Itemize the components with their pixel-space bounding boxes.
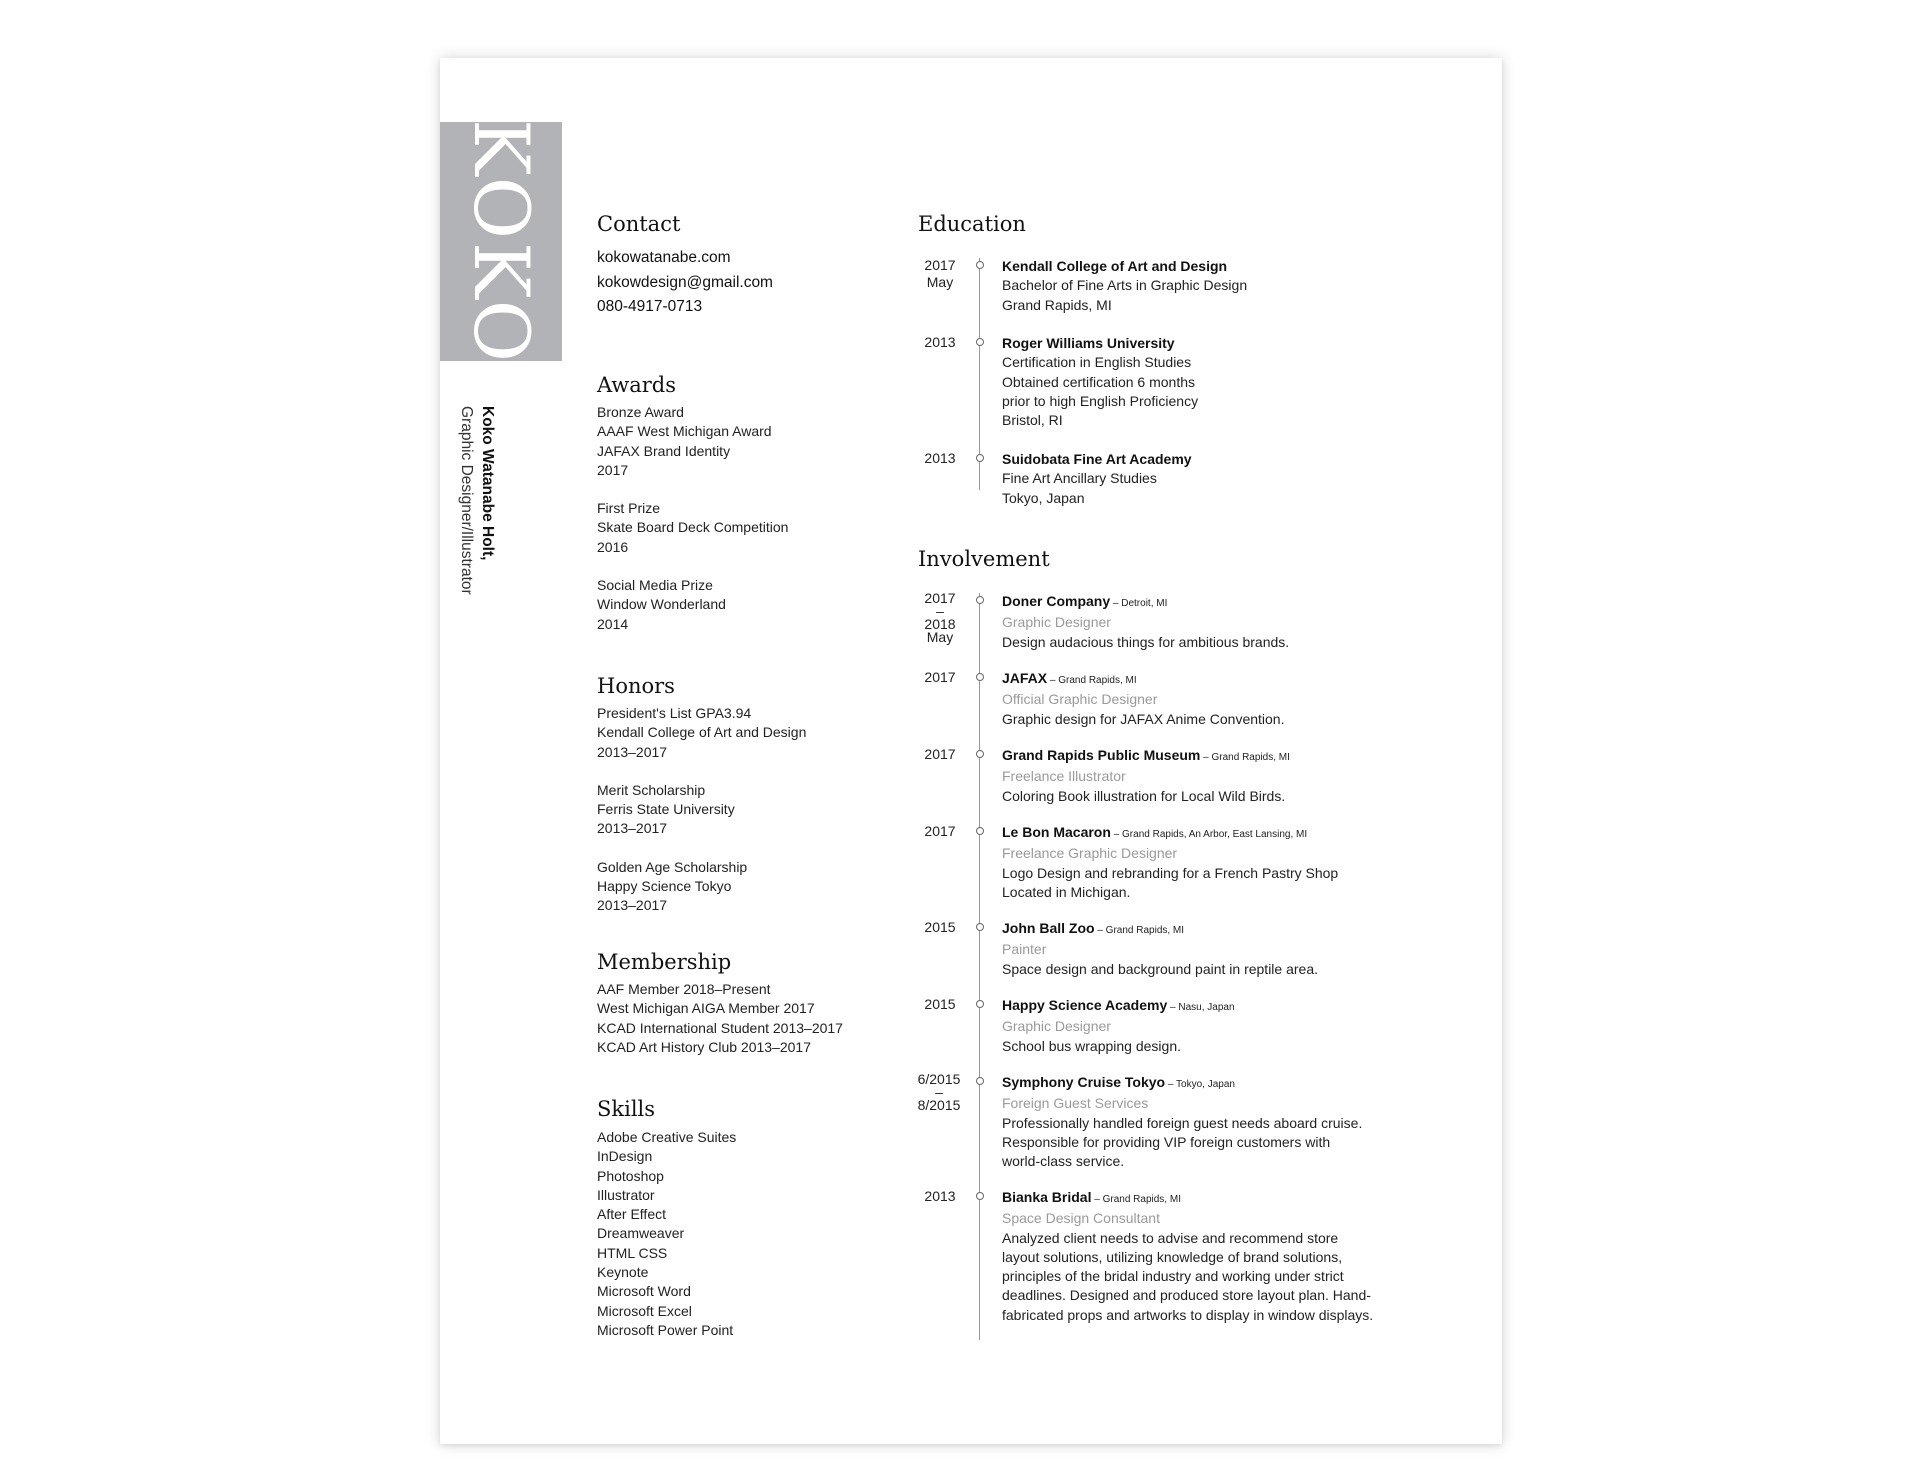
entry-role: Foreign Guest Services (1002, 1095, 1149, 1112)
contact-title: Contact (597, 212, 681, 236)
involvement-section (917, 545, 1374, 1323)
award-group (597, 403, 897, 480)
award-group (597, 576, 897, 634)
entry-desc: prior to high English Proficiency (1002, 392, 1199, 409)
entry-org: Roger Williams University (1002, 335, 1175, 351)
award-group (597, 499, 897, 557)
entry-org (1002, 1188, 1422, 1209)
resume-page (440, 58, 1502, 1444)
honors-section (597, 672, 897, 916)
entry-location: – Detroit, MI (1110, 598, 1168, 609)
timeline-dot-icon (976, 454, 984, 462)
entry-location: – Grand Rapids, MI (1094, 925, 1185, 936)
timeline-dot-icon (976, 1000, 984, 1008)
entry-desc: Obtained certification 6 months (1002, 373, 1195, 390)
entry-date: 2015 (924, 919, 956, 935)
entry-location: – Grand Rapids, MI (1091, 1194, 1181, 1205)
monogram-band (440, 118, 562, 366)
entry-org (1002, 592, 1422, 613)
entry-location: – Grand Rapids, An Arbor, East Lansing, MI (1110, 829, 1308, 840)
entry-desc: layout solutions, utilizing knowledge of brand solutions, (1002, 1248, 1343, 1265)
award-line: Skate Board Deck Competition (597, 519, 789, 536)
membership-title: Membership (597, 950, 732, 974)
entry-location: – Grand Rapids, MI (1200, 752, 1290, 763)
honor-line: President's List GPA3.94 (597, 705, 752, 721)
timeline-dot-icon (976, 1077, 984, 1085)
entry-desc: Certification in English Studies (1002, 354, 1192, 371)
skill-item: Keynote (597, 1264, 649, 1281)
timeline-dot-icon (976, 596, 984, 604)
timeline-dot-icon (976, 673, 984, 681)
award-line: Social Media Prize (597, 577, 713, 594)
award-line: Window Wonderland (597, 596, 726, 613)
contact-email: kokowdesign@gmail.com (597, 273, 773, 291)
entry-date: 2017 (924, 669, 956, 685)
award-line: Bronze Award (597, 404, 684, 420)
skill-item: Illustrator (597, 1186, 655, 1203)
entry-desc: principles of the bridal industry and working under strict (1002, 1268, 1344, 1285)
full-name: Koko Watanabe Holt, (479, 406, 496, 561)
entry-date: 2013 (924, 1188, 956, 1204)
entry-role: Freelance Illustrator (1002, 768, 1126, 785)
honor-line: Merit Scholarship (597, 781, 706, 798)
entry-desc: Coloring Book illustration for Local Wild Birds. (1002, 787, 1286, 804)
entry-org-name: John Ball Zoo (1002, 920, 1095, 936)
name-block (456, 406, 498, 595)
skill-item: Adobe Creative Suites (597, 1129, 737, 1145)
honor-group (597, 781, 897, 839)
honor-line: 2013–2017 (597, 820, 668, 837)
skill-item: Photoshop (597, 1167, 664, 1184)
honor-group (597, 858, 897, 916)
involvement-title: Involvement (918, 547, 1050, 571)
entry-desc: world-class service. (1002, 1153, 1125, 1170)
award-line: AAAF West Michigan Award (597, 423, 772, 440)
skill-item: InDesign (597, 1148, 653, 1165)
membership-line: KCAD Art History Club 2013–2017 (597, 1038, 811, 1055)
timeline-dot-icon (976, 750, 984, 758)
entry-org (1002, 1073, 1422, 1094)
award-line: 2017 (597, 461, 629, 478)
entry-org-name: Grand Rapids Public Museum (1002, 747, 1201, 763)
honor-line: 2013–2017 (597, 743, 668, 760)
entry-desc: School bus wrapping design. (1002, 1037, 1182, 1054)
entry-location: – Grand Rapids, MI (1047, 675, 1137, 686)
entry-role: Painter (1002, 941, 1047, 958)
skill-item: Dreamweaver (597, 1225, 685, 1242)
membership-line: AAF Member 2018–Present (597, 981, 771, 997)
entry-role: Graphic Designer (1002, 614, 1111, 631)
entry-location: – Tokyo, Japan (1165, 1079, 1235, 1090)
contact-phone: 080-4917-0713 (597, 298, 703, 315)
entry-desc: Graphic design for JAFAX Anime Convention. (1002, 710, 1285, 727)
skill-item: Microsoft Excel (597, 1302, 692, 1319)
entry-date: 2017 May (924, 257, 956, 290)
awards-section (597, 371, 897, 634)
honor-line: Golden Age Scholarship (597, 858, 748, 875)
membership-section (597, 948, 897, 1057)
job-title: Graphic Designer/Illustrator (458, 406, 475, 595)
entry-org-name: Happy Science Academy (1002, 997, 1168, 1013)
timeline-dot-icon (976, 827, 984, 835)
entry-desc: Space design and background paint in reptile area. (1002, 960, 1318, 977)
contact-website: kokowatanabe.com (597, 249, 731, 266)
award-line: 2014 (597, 615, 629, 632)
entry-org-name: Bianka Bridal (1002, 1189, 1092, 1205)
education-title: Education (918, 212, 1026, 236)
education-section (918, 210, 1248, 506)
timeline-dot-icon (976, 338, 984, 346)
entry-desc: Analyzed client needs to advise and recommend store (1002, 1229, 1339, 1246)
entry-org-name: Symphony Cruise Tokyo (1002, 1074, 1166, 1090)
entry-date: 2017 – 2018 May (924, 590, 956, 645)
entry-desc: Bachelor of Fine Arts in Graphic Design (1002, 277, 1248, 294)
entry-desc: deadlines. Designed and produced store layout plan. Hand- (1002, 1287, 1371, 1304)
entry-org: Kendall College of Art and Design (1002, 258, 1228, 274)
skills-title: Skills (597, 1097, 656, 1121)
entry-desc: Tokyo, Japan (1002, 489, 1085, 506)
honor-line: 2013–2017 (597, 897, 668, 914)
entry-org-name: JAFAX (1002, 670, 1048, 686)
entry-desc: Logo Design and rebranding for a French Pastry Shop (1002, 864, 1339, 881)
entry-date: 2013 (924, 334, 956, 350)
contact-section (597, 210, 897, 320)
entry-desc: Professionally handled foreign guest needs aboard cruise. (1002, 1114, 1363, 1131)
entry-org (1002, 919, 1422, 940)
entry-org (1002, 996, 1422, 1017)
skill-item: Microsoft Word (597, 1283, 691, 1300)
timeline-dot-icon (976, 261, 984, 269)
entry-role: Freelance Graphic Designer (1002, 845, 1178, 862)
entry-org-name: Le Bon Macaron (1002, 824, 1111, 840)
entry-org (1002, 746, 1422, 767)
award-line: First Prize (597, 500, 660, 517)
entry-org: Suidobata Fine Art Academy (1002, 451, 1192, 467)
entry-org (1002, 669, 1422, 690)
entry-desc: Located in Michigan. (1002, 883, 1131, 900)
entry-date: 2017 (924, 823, 956, 839)
timeline-dot-icon (976, 1192, 984, 1200)
entry-desc: Grand Rapids, MI (1002, 296, 1112, 313)
entry-desc: Bristol, RI (1002, 412, 1063, 429)
entry-date: 2017 (924, 746, 956, 762)
skill-item: After Effect (597, 1206, 666, 1223)
skill-item: HTML CSS (597, 1244, 668, 1261)
entry-desc: fabricated props and artworks to display in window displays. (1002, 1306, 1374, 1323)
entry-date: 2015 (924, 996, 956, 1012)
entry-desc: Fine Art Ancillary Studies (1002, 470, 1157, 487)
entry-desc: Design audacious things for ambitious brands. (1002, 633, 1290, 650)
membership-line: KCAD International Student 2013–2017 (597, 1019, 843, 1036)
entry-role: Official Graphic Designer (1002, 691, 1158, 708)
honor-line: Happy Science Tokyo (597, 878, 732, 895)
award-line: JAFAX Brand Identity (597, 442, 731, 459)
award-line: 2016 (597, 538, 629, 555)
membership-line: West Michigan AIGA Member 2017 (597, 1000, 815, 1017)
entry-role: Graphic Designer (1002, 1018, 1111, 1035)
entry-role: Space Design Consultant (1002, 1210, 1160, 1227)
entry-org-name: Doner Company (1002, 593, 1111, 609)
monogram-text: KOKO (457, 118, 546, 366)
entry-date: 2013 (924, 450, 956, 466)
honor-line: Kendall College of Art and Design (597, 724, 807, 741)
involvement-timeline (979, 593, 980, 1340)
entry-desc: Responsible for providing VIP foreign customers with (1002, 1133, 1331, 1150)
honor-line: Ferris State University (597, 801, 735, 818)
honors-title: Honors (597, 674, 675, 698)
skills-section (597, 1095, 897, 1340)
entry-org (1002, 823, 1422, 844)
honor-group (597, 704, 897, 762)
awards-title: Awards (597, 373, 676, 397)
entry-location: – Nasu, Japan (1167, 1002, 1235, 1013)
skill-item: Microsoft Power Point (597, 1321, 734, 1338)
timeline-dot-icon (976, 923, 984, 931)
entry-date: 6/2015 – 8/2015 (917, 1071, 961, 1113)
